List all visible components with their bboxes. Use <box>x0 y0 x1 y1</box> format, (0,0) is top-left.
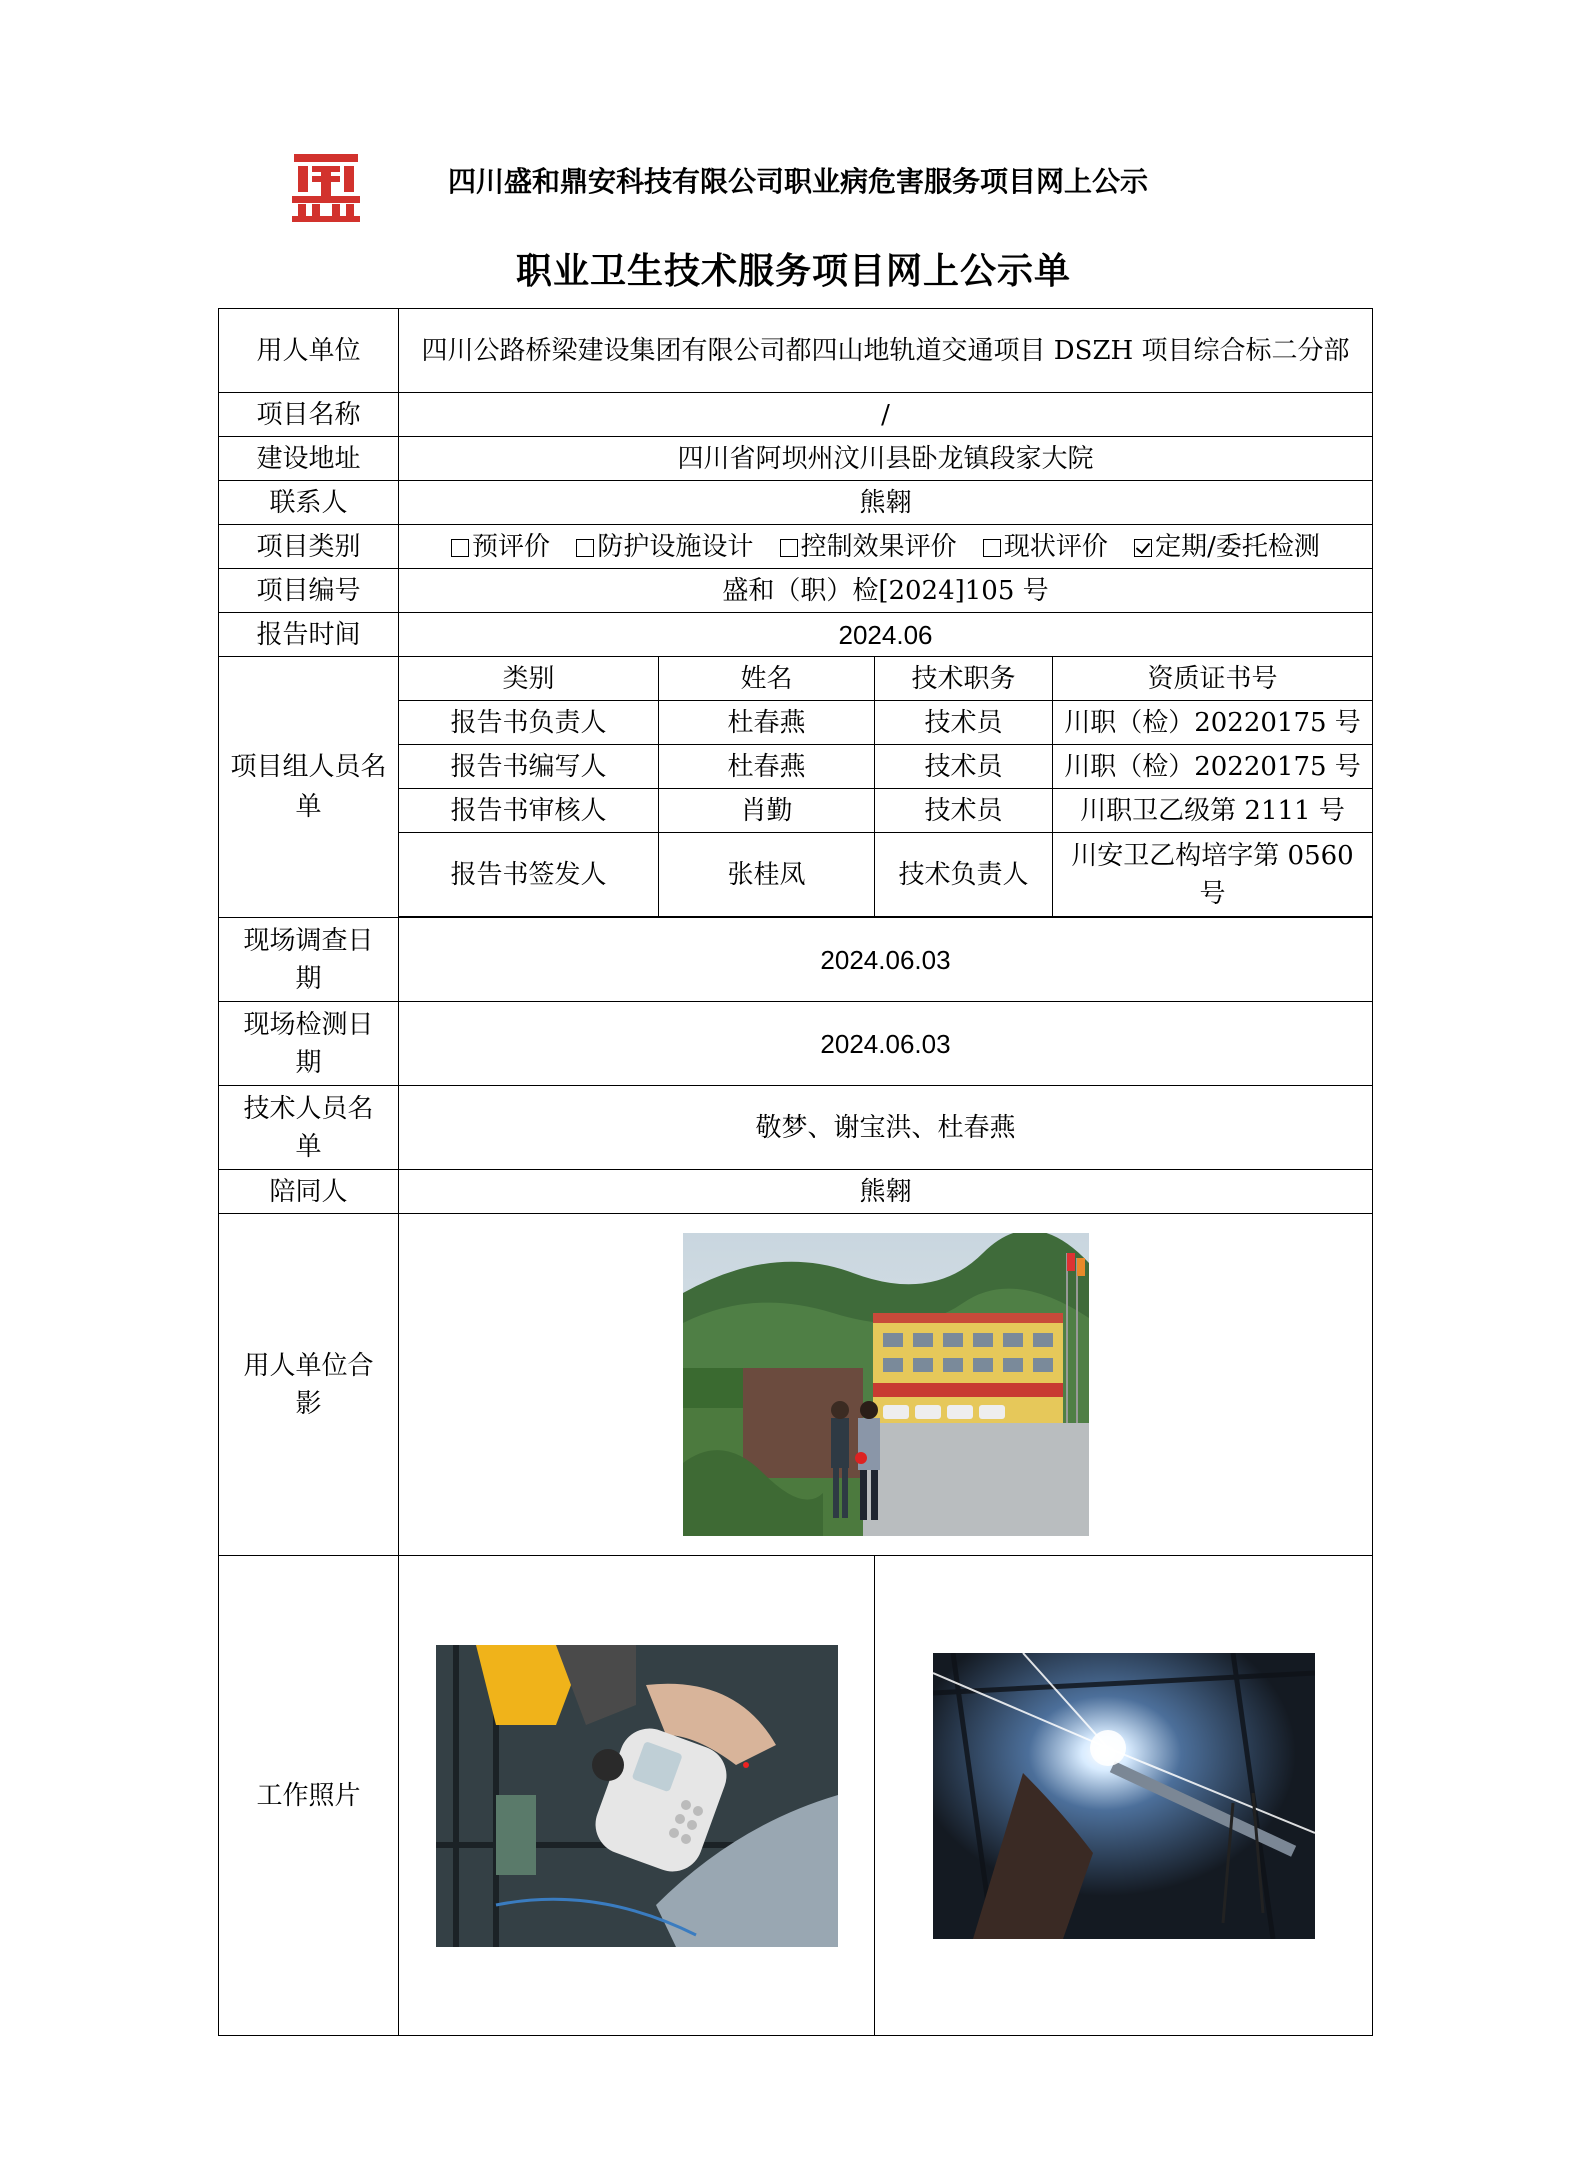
team-certificate: 川职（检）20220175 号 <box>1053 745 1373 789</box>
test-date-row <box>219 1002 1373 1086</box>
project-name-label: 项目名称 <box>219 393 399 437</box>
team-title: 技术员 <box>875 701 1053 745</box>
team-name: 张桂凤 <box>659 833 875 917</box>
address-label: 建设地址 <box>219 437 399 481</box>
report-time-row <box>219 613 1373 657</box>
group-photo-image <box>683 1233 1089 1536</box>
work-photo-cell-left <box>399 1556 875 2036</box>
work-photo-welding-image <box>933 1653 1315 1939</box>
category-label: 项目类别 <box>219 525 399 569</box>
checkbox-periodic-testing[interactable] <box>1134 539 1152 557</box>
company-logo <box>288 146 364 224</box>
work-photo-cell-right <box>875 1556 1373 2036</box>
category-option-status-evaluation[interactable]: 现状评价 <box>983 532 1108 562</box>
project-name-value: / <box>399 393 1373 437</box>
contact-value: 熊翱 <box>399 481 1373 525</box>
survey-date-row <box>219 918 1373 1002</box>
group-photo-row <box>219 1214 1373 1556</box>
employer-value: 四川公路桥梁建设集团有限公司都四山地轨道交通项目 DSZH 项目综合标二分部 <box>399 309 1373 393</box>
team-header-category: 类别 <box>399 657 659 701</box>
team-name: 肖勤 <box>659 789 875 833</box>
project-no-value: 盛和（职）检[2024]105 号 <box>399 569 1373 613</box>
team-title: 技术员 <box>875 745 1053 789</box>
group-photo-cell <box>399 1214 1373 1556</box>
project-no-row <box>219 569 1373 613</box>
page-header <box>288 146 1388 226</box>
team-role: 报告书审核人 <box>399 789 659 833</box>
checkbox-control-effect[interactable] <box>780 539 798 557</box>
address-value: 四川省阿坝州汶川县卧龙镇段家大院 <box>399 437 1373 481</box>
team-header-name: 姓名 <box>659 657 875 701</box>
survey-date-label: 现场调查日期 <box>219 918 399 1002</box>
category-options <box>399 525 1373 569</box>
escort-row <box>219 1170 1373 1214</box>
team-certificate: 川职（检）20220175 号 <box>1053 701 1373 745</box>
disclosure-form-table <box>218 308 1373 2036</box>
document-title: 职业卫生技术服务项目网上公示单 <box>515 250 1071 292</box>
test-date-value: 2024.06.03 <box>399 1002 1373 1086</box>
team-role: 报告书负责人 <box>399 701 659 745</box>
category-row <box>219 525 1373 569</box>
category-option-periodic-testing[interactable]: 定期/委托检测 <box>1134 532 1320 562</box>
team-role: 报告书编写人 <box>399 745 659 789</box>
team-certificate: 川职卫乙级第 2111 号 <box>1053 789 1373 833</box>
work-photo-sound-meter-image <box>436 1645 838 1947</box>
report-time-value: 2024.06 <box>399 613 1373 657</box>
team-title: 技术负责人 <box>875 833 1053 917</box>
checkbox-status-evaluation[interactable] <box>983 539 1001 557</box>
employer-label: 用人单位 <box>219 309 399 393</box>
work-photo-label: 工作照片 <box>219 1556 399 2036</box>
escort-value: 熊翱 <box>399 1170 1373 1214</box>
survey-date-value: 2024.06.03 <box>399 918 1373 1002</box>
test-date-label: 现场检测日期 <box>219 1002 399 1086</box>
team-header-title: 技术职务 <box>875 657 1053 701</box>
category-option-protection-design[interactable]: 防护设施设计 <box>576 532 753 562</box>
technicians-label: 技术人员名单 <box>219 1086 399 1170</box>
employer-row <box>219 309 1373 393</box>
team-header-row <box>219 657 1373 701</box>
technicians-value: 敬梦、谢宝洪、杜春燕 <box>399 1086 1373 1170</box>
team-title: 技术员 <box>875 789 1053 833</box>
project-no-label: 项目编号 <box>219 569 399 613</box>
team-role: 报告书签发人 <box>399 833 659 917</box>
company-announcement-title: 四川盛和鼎安科技有限公司职业病危害服务项目网上公示 <box>448 165 1149 198</box>
team-label: 项目组人员名单 <box>219 657 399 918</box>
team-header-certificate: 资质证书号 <box>1053 657 1373 701</box>
team-name: 杜春燕 <box>659 701 875 745</box>
team-name: 杜春燕 <box>659 745 875 789</box>
work-photo-row <box>219 1556 1373 2036</box>
group-photo-label: 用人单位合影 <box>219 1214 399 1556</box>
contact-label: 联系人 <box>219 481 399 525</box>
contact-row <box>219 481 1373 525</box>
category-option-pre-evaluation[interactable]: 预评价 <box>451 532 550 562</box>
address-row <box>219 437 1373 481</box>
escort-label: 陪同人 <box>219 1170 399 1214</box>
checkbox-protection-design[interactable] <box>576 539 594 557</box>
technicians-row <box>219 1086 1373 1170</box>
category-option-control-effect[interactable]: 控制效果评价 <box>780 532 957 562</box>
report-time-label: 报告时间 <box>219 613 399 657</box>
team-certificate: 川安卫乙构培字第 0560 号 <box>1053 833 1373 917</box>
project-name-row <box>219 393 1373 437</box>
checkbox-pre-evaluation[interactable] <box>451 539 469 557</box>
